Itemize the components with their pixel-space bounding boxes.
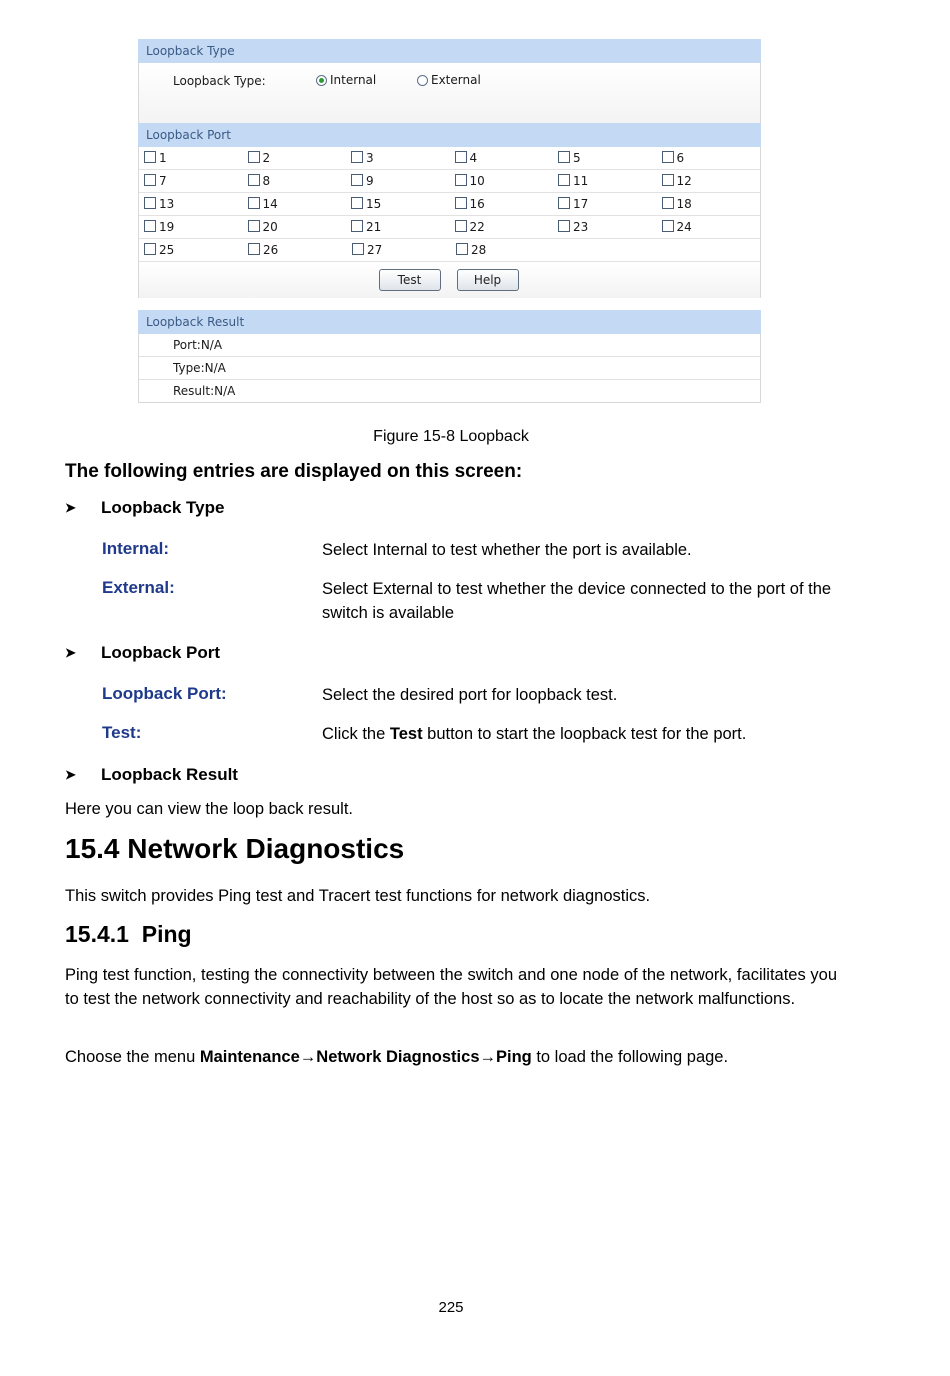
port-label: 27	[367, 243, 383, 257]
checkbox-icon[interactable]	[248, 220, 260, 232]
bullet-loopback-type	[65, 498, 224, 518]
port-label: 26	[263, 243, 279, 257]
port-label: 8	[262, 174, 271, 188]
port-checkbox-23[interactable]	[553, 216, 657, 238]
port-checkbox-5[interactable]	[553, 147, 657, 169]
heading-ping: 15.4.1 Ping	[65, 921, 192, 947]
loopback-type-header: Loopback Type	[138, 39, 761, 63]
test-button[interactable]: Test	[379, 269, 441, 291]
loopback-type-label: Loopback Type:	[173, 74, 266, 88]
port-label: 17	[573, 197, 589, 211]
port-checkbox-24[interactable]	[657, 216, 761, 238]
port-checkbox-6[interactable]	[657, 147, 761, 169]
desc-internal: Select Internal to test whether the port is available.	[322, 541, 692, 559]
checkbox-icon[interactable]	[248, 151, 260, 163]
checkbox-icon[interactable]	[558, 220, 570, 232]
port-label: 2	[262, 151, 271, 165]
port-label: 14	[262, 197, 278, 211]
term-external: External:	[102, 578, 175, 597]
loopback-result-header: Loopback Result	[138, 310, 761, 334]
page-number: 225	[438, 1299, 464, 1316]
bullet-title: Loopback Port	[101, 643, 221, 662]
port-label: 23	[573, 220, 589, 234]
port-checkbox-16[interactable]	[450, 193, 554, 215]
port-checkbox-18[interactable]	[657, 193, 761, 215]
checkbox-icon[interactable]	[144, 243, 156, 255]
checkbox-icon[interactable]	[456, 243, 468, 255]
port-checkbox-15[interactable]	[346, 193, 450, 215]
button-row	[138, 262, 761, 298]
port-row	[139, 147, 760, 170]
port-label: 24	[676, 220, 692, 234]
port-grid	[138, 147, 761, 262]
checkbox-icon[interactable]	[144, 151, 156, 163]
checkbox-icon[interactable]	[662, 151, 674, 163]
port-label: 3	[366, 151, 374, 165]
port-checkbox-12[interactable]	[657, 170, 761, 192]
network-paragraph: This switch provides Ping test and Tracert test functions for network diagnostics.	[65, 887, 651, 905]
port-label: 12	[676, 174, 692, 188]
port-checkbox-28[interactable]	[451, 239, 555, 261]
checkbox-icon[interactable]	[351, 197, 363, 209]
radio-unselected-icon[interactable]	[417, 75, 428, 86]
checkbox-icon[interactable]	[455, 220, 467, 232]
loopback-type-panel	[138, 63, 761, 123]
checkbox-icon[interactable]	[455, 174, 467, 186]
checkbox-icon[interactable]	[351, 220, 363, 232]
port-checkbox-25[interactable]	[139, 239, 243, 261]
ping-paragraph: Ping test function, testing the connectivity between the switch and one node of the network, facilitates you to test the network connectivity and reachability of the host so as to locate the network malfunctions.	[65, 966, 837, 1008]
port-row	[139, 193, 760, 216]
port-label: 20	[262, 220, 278, 234]
term-loopback-port: Loopback Port:	[102, 684, 227, 703]
checkbox-icon[interactable]	[144, 220, 156, 232]
port-label: 13	[159, 197, 175, 211]
radio-external[interactable]	[417, 73, 481, 87]
bullet-arrow-icon: ➤	[65, 645, 76, 660]
port-checkbox-11[interactable]	[553, 170, 657, 192]
port-checkbox-7[interactable]	[139, 170, 243, 192]
menu-text: Choose the menu	[65, 1048, 200, 1066]
port-checkbox-21[interactable]	[346, 216, 450, 238]
port-label: 22	[469, 220, 485, 234]
desc-test	[322, 722, 837, 746]
checkbox-icon[interactable]	[248, 174, 260, 186]
term-test: Test:	[102, 723, 142, 742]
checkbox-icon[interactable]	[144, 197, 156, 209]
loopback-result-panel	[138, 334, 761, 403]
result-port: Port:N/A	[139, 334, 760, 357]
term-internal: Internal:	[102, 539, 170, 558]
loopback-port-header: Loopback Port	[138, 123, 761, 147]
port-label: 15	[366, 197, 382, 211]
checkbox-icon[interactable]	[662, 197, 674, 209]
radio-external-label: External	[431, 73, 481, 87]
port-checkbox-4[interactable]	[450, 147, 554, 169]
result-type: Type:N/A	[139, 357, 760, 380]
checkbox-icon[interactable]	[455, 151, 467, 163]
port-checkbox-26[interactable]	[243, 239, 347, 261]
heading-network-diagnostics: 15.4 Network Diagnostics	[65, 833, 405, 864]
checkbox-icon[interactable]	[558, 151, 570, 163]
desc-external: Select External to test whether the device connected to the port of the switch is available	[322, 580, 832, 622]
port-label: 7	[159, 174, 167, 188]
checkbox-icon[interactable]	[351, 174, 363, 186]
bullet-title: Loopback Result	[101, 765, 238, 784]
port-checkbox-1[interactable]	[139, 147, 243, 169]
port-checkbox-19[interactable]	[139, 216, 243, 238]
bullet-arrow-icon: ➤	[65, 767, 76, 782]
checkbox-icon[interactable]	[144, 174, 156, 186]
port-label: 18	[676, 197, 692, 211]
bullet-loopback-port	[65, 643, 220, 663]
result-value: Result:N/A	[173, 384, 236, 398]
bullet-arrow-icon: ➤	[65, 500, 76, 515]
port-checkbox-22[interactable]	[450, 216, 554, 238]
checkbox-icon[interactable]	[248, 243, 260, 255]
port-checkbox-3[interactable]	[346, 147, 450, 169]
checkbox-icon[interactable]	[558, 197, 570, 209]
desc-loopback-port: Select the desired port for loopback test.	[322, 686, 618, 704]
menu-text: to load the following page.	[531, 1048, 729, 1066]
port-checkbox-10[interactable]	[450, 170, 554, 192]
loopback-figure	[138, 39, 761, 403]
port-row	[139, 239, 760, 262]
port-label: 4	[469, 151, 478, 165]
port-label: 6	[676, 151, 685, 165]
port-label: 19	[159, 220, 175, 234]
port-label: 25	[159, 243, 175, 257]
port-checkbox-8[interactable]	[243, 170, 347, 192]
port-row	[139, 216, 760, 239]
menu-paragraph	[65, 1045, 837, 1069]
bullet-loopback-result	[65, 765, 238, 785]
checkbox-icon[interactable]	[352, 243, 364, 255]
desc-text: Click the	[322, 725, 390, 743]
port-checkbox-2[interactable]	[243, 147, 347, 169]
help-button[interactable]: Help	[457, 269, 519, 291]
radio-selected-icon[interactable]	[316, 75, 327, 86]
result-paragraph: Here you can view the loop back result.	[65, 800, 353, 818]
checkbox-icon[interactable]	[455, 197, 467, 209]
port-label: 1	[159, 151, 167, 165]
port-label: 21	[366, 220, 382, 234]
port-label: 11	[573, 174, 589, 188]
checkbox-icon[interactable]	[662, 174, 674, 186]
checkbox-icon[interactable]	[558, 174, 570, 186]
checkbox-icon[interactable]	[351, 151, 363, 163]
checkbox-icon[interactable]	[662, 220, 674, 232]
port-label: 9	[366, 174, 374, 188]
port-row	[139, 170, 760, 193]
port-label: 16	[469, 197, 485, 211]
port-checkbox-14[interactable]	[243, 193, 347, 215]
port-checkbox-20[interactable]	[243, 216, 347, 238]
port-label: 28	[471, 243, 487, 257]
figure-caption: Figure 15-8 Loopback	[373, 428, 529, 445]
port-checkbox-17[interactable]	[553, 193, 657, 215]
entries-heading: The following entries are displayed on this screen:	[65, 461, 523, 482]
port-label: 10	[469, 174, 485, 188]
radio-internal[interactable]	[316, 73, 376, 87]
checkbox-icon[interactable]	[248, 197, 260, 209]
radio-internal-label: Internal	[330, 73, 377, 87]
desc-text: button to start the loopback test for the port.	[422, 725, 747, 743]
menu-path: Maintenance→Network Diagnostics→Ping	[199, 1048, 532, 1066]
port-checkbox-13[interactable]	[139, 193, 243, 215]
bullet-title: Loopback Type	[101, 498, 225, 517]
desc-bold-text: Test	[389, 725, 423, 743]
port-label: 5	[573, 151, 581, 165]
port-checkbox-27[interactable]	[347, 239, 451, 261]
port-checkbox-9[interactable]	[346, 170, 450, 192]
